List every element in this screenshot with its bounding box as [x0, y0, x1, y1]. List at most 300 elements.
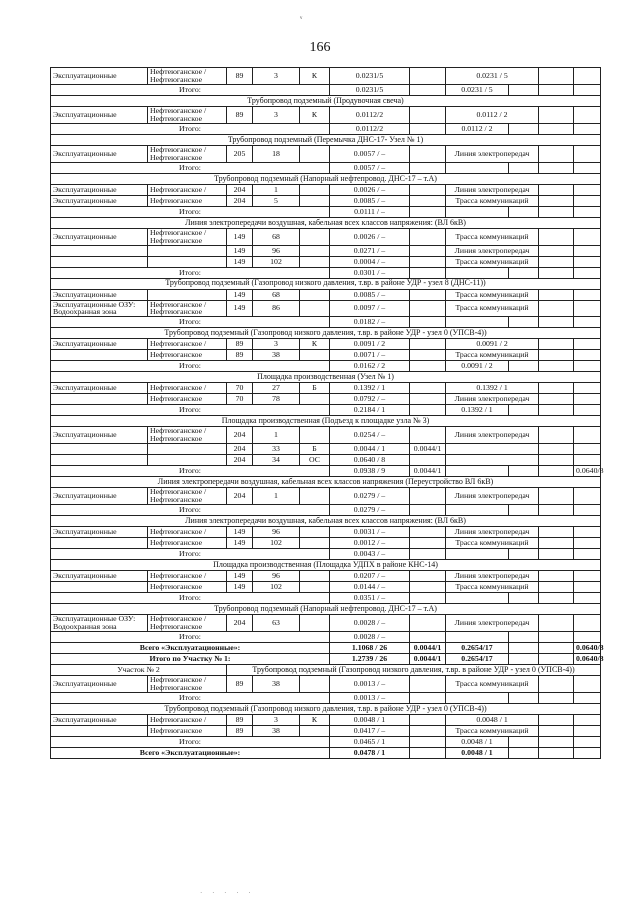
table-cell: 89 — [227, 106, 253, 123]
table-cell — [410, 692, 446, 703]
table-cell: 0.0112 / 2 — [446, 106, 539, 123]
table-cell: Нефтеюганское / Нефтеюганское — [148, 427, 227, 444]
section-title: Площадка производственная (Площадка УДПХ в районе КНС-14) — [51, 560, 601, 571]
table-cell — [300, 256, 330, 267]
table-cell: 102 — [253, 256, 300, 267]
table-cell: 78 — [253, 394, 300, 405]
table-cell — [539, 632, 574, 643]
table-cell: Эксплуатационные — [51, 571, 148, 582]
table-cell: 3 — [253, 68, 300, 85]
table-cell: 0.0091 / 2 — [446, 361, 509, 372]
table-cell: Нефтеюганское / Нефтеюганское — [148, 300, 227, 317]
table-cell — [539, 206, 574, 217]
table-cell — [509, 162, 539, 173]
table-cell: 102 — [253, 582, 300, 593]
table-cell: 0.0004 / – — [330, 256, 410, 267]
table-cell — [410, 184, 446, 195]
table-cell — [574, 593, 601, 604]
table-cell — [574, 184, 601, 195]
total-row — [51, 747, 601, 758]
section-title: Трубопровод подземный (Перемычка ДНС-17- Узел № 1) — [51, 134, 601, 145]
table-cell — [539, 162, 574, 173]
table-cell: 204 — [227, 455, 253, 466]
table-cell — [410, 538, 446, 549]
table-cell: Трасса коммуникаций — [446, 350, 539, 361]
table-cell — [539, 339, 574, 350]
table-row — [51, 488, 601, 505]
section-title: Линия электропередачи воздушная, кабельная всех классов напряжения: (ВЛ 6кВ) — [51, 516, 601, 527]
table-cell — [539, 571, 574, 582]
table-cell: 0.0048 / 1 — [446, 736, 509, 747]
table-cell — [410, 145, 446, 162]
table-cell — [539, 145, 574, 162]
table-cell — [539, 593, 574, 604]
table-cell — [539, 466, 574, 477]
table-cell: 149 — [227, 527, 253, 538]
table-cell — [410, 206, 446, 217]
table-cell — [574, 228, 601, 245]
table-cell: 89 — [227, 339, 253, 350]
table-cell — [574, 714, 601, 725]
table-cell — [574, 527, 601, 538]
table-cell: 1 — [253, 488, 300, 505]
row-label: Итого: — [51, 692, 330, 703]
table-cell: Линия электропередач — [446, 427, 539, 444]
table-cell: 0.0640/8 — [574, 654, 601, 665]
row-label: Итого: — [51, 736, 330, 747]
subtotal-row — [51, 549, 601, 560]
table-cell: 204 — [227, 184, 253, 195]
table-cell — [51, 455, 148, 466]
table-cell: Эксплуатационные — [51, 676, 148, 693]
table-cell — [574, 505, 601, 516]
section-header-row — [51, 560, 601, 571]
table-cell — [446, 549, 509, 560]
section-header-row — [51, 372, 601, 383]
table-cell — [300, 571, 330, 582]
table-cell: Линия электропередач — [446, 571, 539, 582]
total-row — [51, 643, 601, 654]
table-cell — [574, 615, 601, 632]
table-cell — [509, 317, 539, 328]
section-header-row — [51, 173, 601, 184]
plot-header-row — [51, 665, 601, 676]
table-cell: 0.0057 / – — [330, 162, 410, 173]
table-cell — [539, 427, 574, 444]
table-cell: Нефтеюганское / — [148, 339, 227, 350]
table-cell — [539, 455, 574, 466]
table-cell — [509, 692, 539, 703]
table-cell: 0.0091 / 2 — [446, 339, 539, 350]
table-cell: 3 — [253, 106, 300, 123]
table-cell: 149 — [227, 582, 253, 593]
section-header-row — [51, 703, 601, 714]
table-row — [51, 350, 601, 361]
table-cell: Нефтеюганское / — [148, 383, 227, 394]
table-cell — [410, 245, 446, 256]
table-cell — [539, 123, 574, 134]
table-cell — [539, 317, 574, 328]
table-cell — [51, 582, 148, 593]
table-cell: 1.1068 / 26 — [330, 643, 410, 654]
table-row — [51, 427, 601, 444]
table-cell — [446, 466, 509, 477]
total-row — [51, 654, 601, 665]
table-cell — [300, 427, 330, 444]
table-cell: Трасса коммуникаций — [446, 582, 539, 593]
subtotal-row — [51, 317, 601, 328]
section-title: Площадка производственная (Узел № 1) — [51, 372, 601, 383]
table-cell: 0.0028 / – — [330, 615, 410, 632]
table-cell: 0.0013 / – — [330, 676, 410, 693]
table-cell — [574, 427, 601, 444]
table-cell: 149 — [227, 571, 253, 582]
section-header-row — [51, 95, 601, 106]
row-label: Итого: — [51, 593, 330, 604]
table-row — [51, 615, 601, 632]
table-cell: 96 — [253, 527, 300, 538]
table-cell: 38 — [253, 676, 300, 693]
table-cell: К — [300, 68, 330, 85]
table-cell: 149 — [227, 289, 253, 300]
table-cell — [574, 383, 601, 394]
table-cell — [148, 455, 227, 466]
table-cell — [539, 84, 574, 95]
table-row — [51, 245, 601, 256]
table-cell: Нефтеюганское — [148, 725, 227, 736]
table-cell — [410, 527, 446, 538]
table-cell — [574, 339, 601, 350]
table-row — [51, 106, 601, 123]
table-cell: Трасса коммуникаций — [446, 195, 539, 206]
table-cell — [300, 488, 330, 505]
table-cell: 0.0640/8 — [574, 466, 601, 477]
table-cell: 0.0085 / – — [330, 289, 410, 300]
table-cell — [574, 747, 601, 758]
section-title: Линия электропередачи воздушная, кабельная всех классов напряжения: (ВЛ 6кВ) — [51, 217, 601, 228]
table-cell: 0.0071 / – — [330, 350, 410, 361]
table-cell: Нефтеюганское / Нефтеюганское — [148, 676, 227, 693]
table-cell: 1.2739 / 26 — [330, 654, 410, 665]
table-cell: 0.0048 / 1 — [446, 714, 539, 725]
table-cell: Б — [300, 383, 330, 394]
table-cell — [51, 350, 148, 361]
table-cell: 63 — [253, 615, 300, 632]
table-cell: Трасса коммуникаций — [446, 676, 539, 693]
table-cell — [539, 300, 574, 317]
table-cell: 205 — [227, 145, 253, 162]
table-cell: 96 — [253, 245, 300, 256]
table-cell — [574, 455, 601, 466]
scan-mark: ᵛ — [300, 14, 303, 23]
subtotal-row — [51, 123, 601, 134]
table-cell: 0.0111 / – — [330, 206, 410, 217]
table-cell — [410, 350, 446, 361]
table-cell — [300, 538, 330, 549]
table-cell: 0.0640/8 — [574, 643, 601, 654]
table-cell: 0.0640 / 8 — [330, 455, 410, 466]
table-cell: Нефтеюганское — [148, 538, 227, 549]
subtotal-row — [51, 361, 601, 372]
table-cell: Нефтеюганское / — [148, 714, 227, 725]
table-cell — [574, 676, 601, 693]
subtotal-row — [51, 736, 601, 747]
table-cell — [410, 593, 446, 604]
table-cell: 0.0057 / – — [330, 145, 410, 162]
table-row — [51, 538, 601, 549]
table-cell — [446, 692, 509, 703]
section-header-row — [51, 516, 601, 527]
table-cell — [410, 571, 446, 582]
table-cell — [410, 405, 446, 416]
table-cell — [574, 571, 601, 582]
table-cell — [148, 245, 227, 256]
table-cell — [574, 106, 601, 123]
table-cell — [410, 106, 446, 123]
table-cell: 0.2654/17 — [446, 643, 509, 654]
table-cell: 89 — [227, 725, 253, 736]
section-title: Трубопровод подземный (Газопровод низкого давления, т.вр. в районе УДР - узел 0 (УПСВ-4)) — [51, 328, 601, 339]
table-cell: Нефтеюганское — [148, 582, 227, 593]
table-cell: 0.1392 / 1 — [446, 383, 539, 394]
table-cell: Нефтеюганское — [148, 394, 227, 405]
table-cell: 70 — [227, 394, 253, 405]
table-cell — [539, 676, 574, 693]
table-cell: Трасса коммуникаций — [446, 228, 539, 245]
table-cell: 89 — [227, 676, 253, 693]
table-cell: 0.0207 / – — [330, 571, 410, 582]
table-cell — [539, 405, 574, 416]
table-cell: Эксплуатационные — [51, 289, 148, 300]
table-cell — [509, 643, 539, 654]
table-cell — [574, 317, 601, 328]
table-cell: Линия электропередач — [446, 394, 539, 405]
table-cell — [300, 615, 330, 632]
table-cell — [410, 383, 446, 394]
table-cell — [300, 394, 330, 405]
table-cell — [539, 184, 574, 195]
row-label: Итого: — [51, 405, 330, 416]
table-cell — [300, 228, 330, 245]
table-row — [51, 725, 601, 736]
table-cell — [300, 350, 330, 361]
table-cell — [574, 206, 601, 217]
table-cell: Трасса коммуникаций — [446, 725, 539, 736]
table-cell — [509, 84, 539, 95]
table-cell: Нефтеюганское / Нефтеюганское — [148, 145, 227, 162]
table-cell: 0.0478 / 1 — [330, 747, 410, 758]
table-cell — [574, 692, 601, 703]
table-cell: 0.0085 / – — [330, 195, 410, 206]
table-cell — [300, 145, 330, 162]
table-cell: 68 — [253, 289, 300, 300]
table-cell: 0.0091 / 2 — [330, 339, 410, 350]
subtotal-row — [51, 632, 601, 643]
table-cell — [574, 736, 601, 747]
table-cell — [51, 256, 148, 267]
table-cell: К — [300, 339, 330, 350]
table-cell — [410, 505, 446, 516]
table-cell — [410, 256, 446, 267]
table-cell: ОС — [300, 455, 330, 466]
table-cell: Нефтеюганское / — [148, 571, 227, 582]
table-cell — [446, 455, 539, 466]
table-cell: 0.0938 / 9 — [330, 466, 410, 477]
table-cell — [574, 350, 601, 361]
table-cell — [509, 654, 539, 665]
table-cell — [410, 582, 446, 593]
table-cell: 1 — [253, 427, 300, 444]
table-cell: Нефтеюганское / Нефтеюганское — [148, 488, 227, 505]
section-header-row — [51, 328, 601, 339]
table-cell — [410, 736, 446, 747]
table-cell — [446, 162, 509, 173]
table-cell — [51, 725, 148, 736]
section-header-row — [51, 134, 601, 145]
table-cell: 3 — [253, 714, 300, 725]
table-cell: Нефтеюганское / Нефтеюганское — [148, 68, 227, 85]
table-cell: 0.0031 / – — [330, 527, 410, 538]
table-cell — [410, 488, 446, 505]
table-cell: 0.0048 / 1 — [330, 714, 410, 725]
table-cell: 0.0254 / – — [330, 427, 410, 444]
table-row — [51, 184, 601, 195]
table-cell — [574, 145, 601, 162]
table-cell: 0.0231 / 5 — [446, 84, 509, 95]
table-body — [51, 67, 604, 759]
table-cell — [539, 714, 574, 725]
table-cell — [300, 582, 330, 593]
row-label: Итого: — [51, 317, 330, 328]
table-cell — [410, 289, 446, 300]
section-title: Трубопровод подземный (Газопровод низкого давления, т.вр. в районе УДР - узел 8 (ДНС-11)) — [51, 278, 601, 289]
section-header-row — [51, 604, 601, 615]
table-row — [51, 289, 601, 300]
table-cell: Эксплуатационные — [51, 106, 148, 123]
table-cell: К — [300, 106, 330, 123]
section-header-row — [51, 416, 601, 427]
table-cell: 0.0301 / – — [330, 267, 410, 278]
table-cell: Эксплуатационные — [51, 68, 148, 85]
row-label: Всего «Эксплуатационные»: — [51, 643, 330, 654]
table-cell: Эксплуатационные — [51, 427, 148, 444]
table-cell — [574, 582, 601, 593]
table-cell: 89 — [227, 68, 253, 85]
table-cell: Эксплуатационные — [51, 527, 148, 538]
table-cell — [509, 549, 539, 560]
table-cell — [410, 615, 446, 632]
subtotal-row — [51, 692, 601, 703]
table-cell — [539, 267, 574, 278]
table-cell — [509, 361, 539, 372]
table-cell — [539, 350, 574, 361]
table-row — [51, 339, 601, 350]
table-cell — [446, 444, 539, 455]
table-row — [51, 228, 601, 245]
table-row — [51, 256, 601, 267]
table-cell — [574, 256, 601, 267]
page-number: 166 — [309, 40, 331, 55]
table-cell: 3 — [253, 339, 300, 350]
table-cell — [51, 394, 148, 405]
table-cell — [574, 123, 601, 134]
table-cell — [410, 747, 446, 758]
table-cell: Нефтеюганское / — [148, 527, 227, 538]
table-cell — [410, 317, 446, 328]
row-label: Итого: — [51, 549, 330, 560]
table-cell — [539, 725, 574, 736]
section-header-row — [51, 278, 601, 289]
table-cell: 0.0144 / – — [330, 582, 410, 593]
table-cell: 0.0044/1 — [410, 643, 446, 654]
subtotal-row — [51, 505, 601, 516]
table-cell — [410, 394, 446, 405]
table-cell — [300, 300, 330, 317]
table-cell — [539, 527, 574, 538]
table-row — [51, 68, 601, 85]
table-cell — [410, 714, 446, 725]
table-cell: 0.0162 / 2 — [330, 361, 410, 372]
row-label: Итого: — [51, 206, 330, 217]
table-cell: 1 — [253, 184, 300, 195]
table-cell — [539, 643, 574, 654]
table-cell — [300, 676, 330, 693]
table-cell — [574, 549, 601, 560]
table-cell: Линия электропередач — [446, 184, 539, 195]
table-cell — [300, 245, 330, 256]
table-cell: 0.0231/5 — [330, 84, 410, 95]
plot-label: Участок № 2 — [51, 665, 227, 676]
table-cell: 70 — [227, 383, 253, 394]
table-cell: 0.0792 / – — [330, 394, 410, 405]
table-cell: 0.0043 / – — [330, 549, 410, 560]
table-cell — [539, 228, 574, 245]
table-row — [51, 455, 601, 466]
table-cell — [509, 505, 539, 516]
table-cell: 0.0013 / – — [330, 692, 410, 703]
table-cell — [509, 405, 539, 416]
table-row — [51, 444, 601, 455]
table-cell — [539, 68, 574, 85]
table-cell — [410, 725, 446, 736]
table-cell — [509, 632, 539, 643]
table-cell — [148, 289, 227, 300]
table-cell — [509, 593, 539, 604]
table-cell — [574, 245, 601, 256]
table-cell: 0.0044/1 — [410, 654, 446, 665]
table-cell — [539, 383, 574, 394]
table-cell — [539, 195, 574, 206]
table-cell: 204 — [227, 488, 253, 505]
table-row — [51, 714, 601, 725]
table-cell: Эксплуатационные ОЗУ: Водоохранная зона — [51, 300, 148, 317]
table-cell — [574, 394, 601, 405]
table-cell: 149 — [227, 256, 253, 267]
table-cell: 0.1392 / 1 — [330, 383, 410, 394]
section-title: Линия электропередачи воздушная, кабельная всех классов напряжения (Переустройство ВЛ 6кВ) — [51, 477, 601, 488]
table-cell — [410, 455, 446, 466]
table-cell — [539, 488, 574, 505]
table-cell — [148, 444, 227, 455]
table-cell — [446, 593, 509, 604]
table-cell — [574, 195, 601, 206]
scan-noise: · · · · · — [200, 889, 255, 897]
table-row — [51, 195, 601, 206]
table-cell — [574, 405, 601, 416]
table-cell — [539, 736, 574, 747]
table-cell: 0.1392 / 1 — [446, 405, 509, 416]
table-cell — [410, 267, 446, 278]
